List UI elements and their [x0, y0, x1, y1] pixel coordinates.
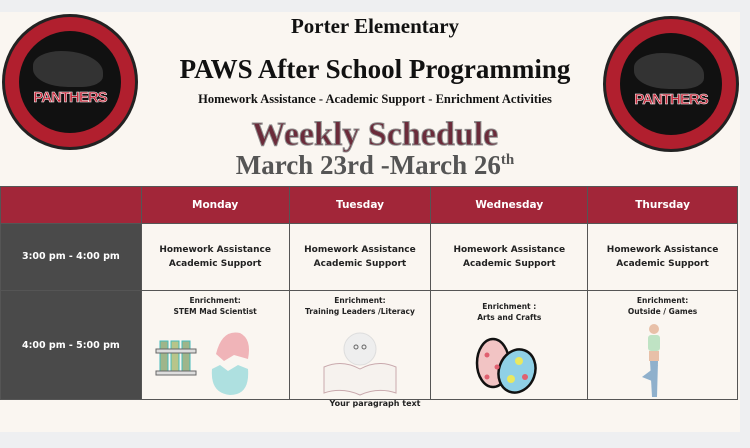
bunny-reading-book-icon	[320, 327, 400, 397]
cell-line: Enrichment:	[334, 296, 386, 305]
schedule-cell	[588, 291, 738, 400]
day-header: Thursday	[588, 187, 738, 224]
logo-text: PANTHERS	[634, 91, 708, 108]
school-name: Porter Elementary	[290, 14, 460, 38]
test-tubes-and-egg-icon	[154, 329, 264, 397]
cell-line: Arts and Crafts	[477, 313, 542, 322]
schedule-title: Weekly Schedule	[251, 116, 499, 153]
time-slot: 4:00 pm - 5:00 pm	[1, 291, 142, 400]
cell-line: Homework Assistance	[453, 245, 566, 255]
day-header: Tuesday	[289, 187, 431, 224]
schedule-cell	[289, 291, 431, 400]
schedule-cell	[141, 224, 289, 291]
cell-line: Academic Support	[462, 259, 556, 269]
cell-line: Enrichment:	[189, 296, 241, 305]
day-header: Wednesday	[431, 187, 588, 224]
schedule-cell	[431, 291, 588, 400]
yoga-girl-icon	[634, 321, 674, 399]
cell-line: Homework Assistance	[304, 245, 416, 255]
cell-line: Homework Assistance	[606, 245, 719, 255]
cell-line: Enrichment:	[636, 296, 689, 305]
cell-line: Academic Support	[168, 259, 262, 269]
cell-line: Academic Support	[313, 259, 407, 269]
cell-line: Training Leaders /Literacy	[305, 307, 415, 316]
schedule-cell	[141, 291, 289, 400]
schedule-cell	[588, 224, 738, 291]
time-slot: 3:00 pm - 4:00 pm	[1, 224, 142, 291]
table-row	[1, 224, 738, 291]
program-subtitle: Homework Assistance - Academic Support - Enrichment Activities	[198, 92, 552, 106]
logo-text: PANTHERS	[33, 89, 107, 106]
schedule-table	[0, 186, 738, 400]
cell-line: Outside / Games	[627, 307, 698, 316]
cell-line: Academic Support	[616, 259, 709, 269]
dates-suffix: th	[500, 152, 515, 168]
day-header: Monday	[141, 187, 289, 224]
schedule-cell	[289, 224, 431, 291]
header-row	[1, 187, 738, 224]
paragraph-text: Your paragraph text	[329, 399, 421, 408]
schedule-dates	[0, 150, 750, 181]
program-title: PAWS After School Programming	[179, 54, 571, 84]
dates-text: March 23rd -March 26	[235, 150, 501, 180]
cell-line: Homework Assistance	[159, 245, 271, 255]
schedule-cell	[431, 224, 588, 291]
table-row	[1, 291, 738, 400]
cell-line: Enrichment :	[482, 302, 537, 311]
corner-cell	[1, 187, 142, 224]
easter-eggs-icon	[473, 333, 543, 397]
cell-line: STEM Mad Scientist	[173, 307, 257, 316]
